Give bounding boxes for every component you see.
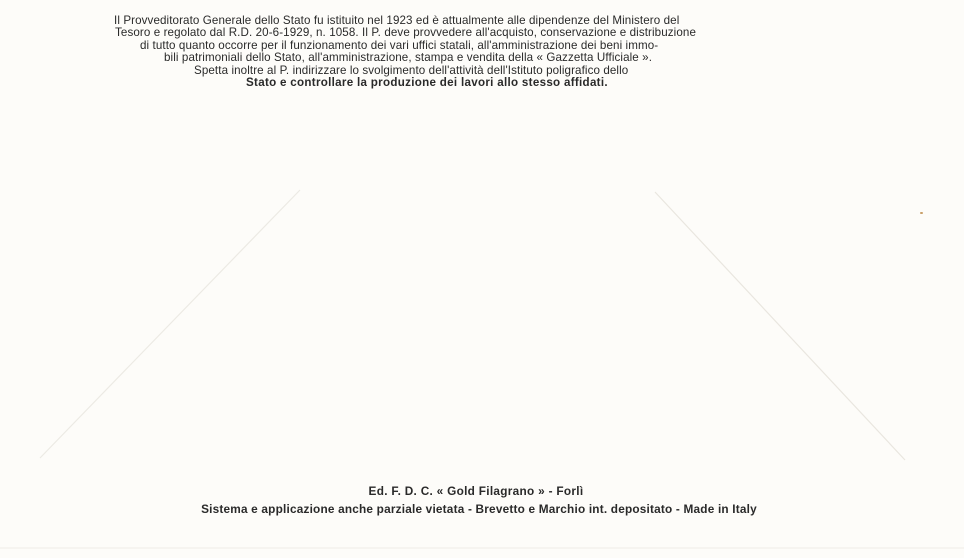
description-line-3: di tutto quanto occorre per il funzionamento dei vari uffici statali, all'amministrazione dei beni immo- bbox=[140, 38, 659, 52]
description-line-6: Stato e controllare la produzione dei lavori allo stesso affidati. bbox=[246, 76, 608, 90]
publisher-footer bbox=[0, 482, 964, 518]
description-line-5: Spetta inoltre al P. indirizzare lo svolgimento dell'attività dell'Istituto poligrafico dello bbox=[194, 63, 629, 77]
patent-notice-line: Sistema e applicazione anche parziale vietata - Brevetto e Marchio int. depositato - Made in Italy bbox=[201, 502, 757, 516]
description-line-1: Il Provveditorato Generale dello Stato fu istituito nel 1923 ed è attualmente alle dipendenze del Ministero del bbox=[114, 14, 680, 27]
paper-speck bbox=[920, 212, 923, 214]
provveditorato-description bbox=[110, 15, 860, 89]
description-line-4: bili patrimoniali dello Stato, all'amministrazione, stampa e vendita della « Gazzetta Ufficiale ». bbox=[164, 51, 653, 65]
description-line-2: Tesoro e regolato dal R.D. 20-6-1929, n. 1058. Il P. deve provvedere all'acquisto, conservazione e distribuzione bbox=[115, 26, 696, 40]
publisher-line: Ed. F. D. C. « Gold Filagrano » - Forlì bbox=[368, 484, 584, 498]
